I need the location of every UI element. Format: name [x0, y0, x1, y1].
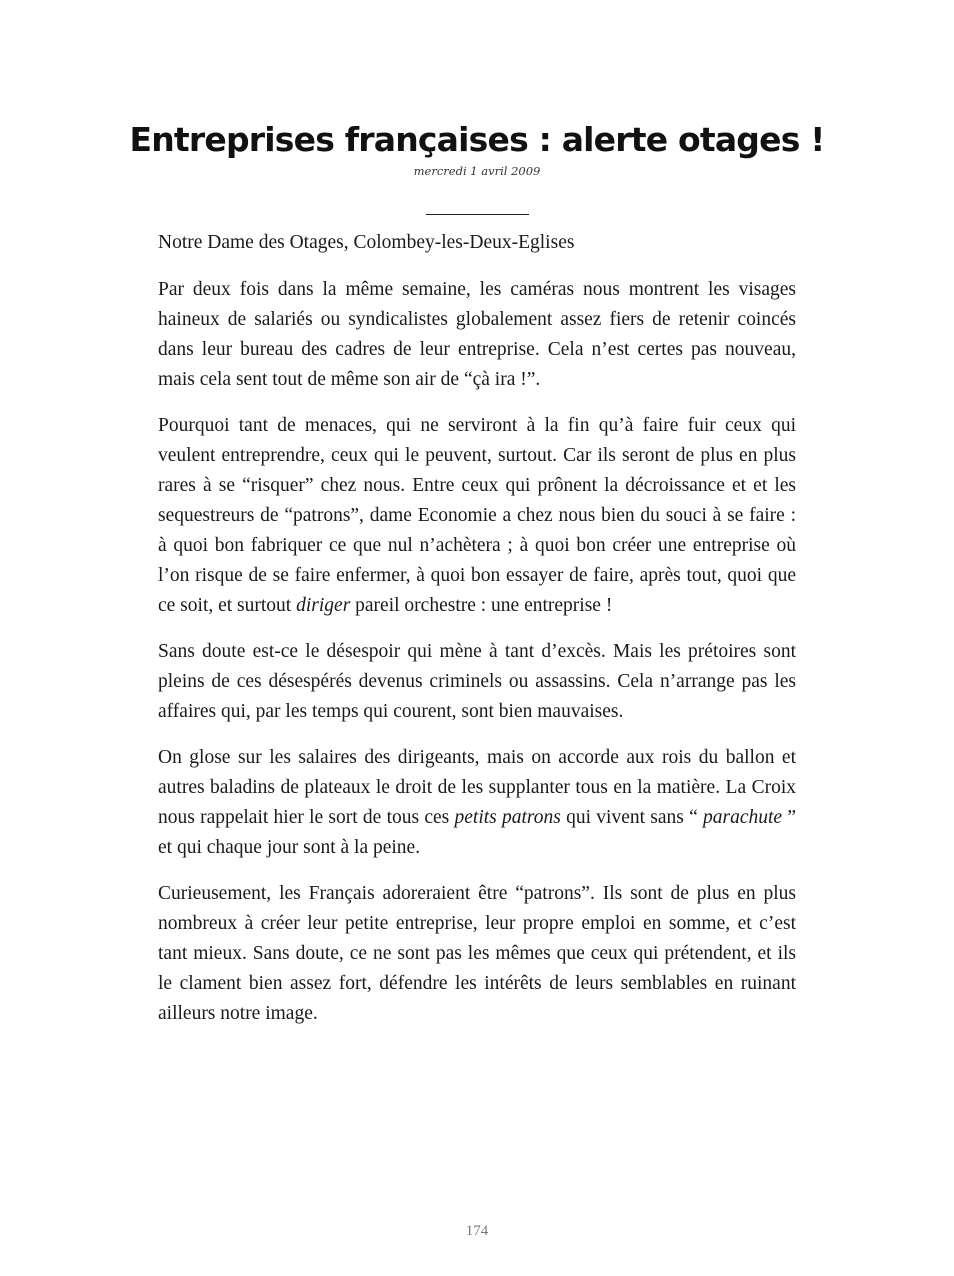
paragraph-4-emphasis-1: petits patrons — [454, 807, 561, 828]
paragraph-5: Curieusement, les Français adoreraient être “patrons”. Ils sont de plus en plus nombreux à créer leur petite entreprise, leur propre emploi en somme, et c’est tant mieux. Sans doute, ce ne sont pas les mêmes que ceux qui prétendent, et ils le clament bien assez fort, défendre les intérêts de leurs semblables en ruinant ailleurs notre image. — [158, 883, 796, 1024]
page-number: 174 — [465, 1223, 489, 1239]
article-date: mercredi 1 avril 2009 — [413, 164, 541, 178]
paragraph-2-text-start: Pourquoi tant de menaces, qui ne serviront à la fin qu’à faire fuir ceux qui veulent entreprendre, ceux qui le peuvent, surtout. Car ils seront de plus en plus rares à se “risquer” chez nous. Entre ceux qui prônent la décroissance et et les sequestreurs de “patrons”, dame Economie a chez nous bien du souci à se faire : à quoi bon fabriquer ce que nul n’achètera ; à quoi bon créer une entreprise où l’on risque de se faire enfermer, à quoi bon essayer de faire, après tout, quoi que ce soit, et surtout — [158, 415, 796, 616]
title-divider — [426, 214, 529, 215]
article-dedication: Notre Dame des Otages, Colombey-les-Deux-Eglises — [158, 232, 575, 253]
article-title: Entreprises françaises : alerte otages ! — [129, 120, 825, 159]
article-body — [158, 228, 796, 1045]
paragraph-2 — [158, 411, 796, 621]
paragraph-4-text-end: ” et qui chaque jour sont à la peine. — [158, 807, 796, 858]
paragraph-3: Sans doute est-ce le désespoir qui mène à tant d’excès. Mais les prétoires sont pleins de ces désespérés devenus criminels ou assassins. Cela n’arrange pas les affaires qui, par les temps qui courent, sont bien mauvaises. — [158, 641, 796, 722]
paragraph-4-emphasis-2: parachute — [703, 807, 783, 828]
paragraph-2-text-end: pareil orchestre : une entreprise ! — [350, 595, 613, 616]
paragraph-4-text-middle: qui vivent sans “ — [560, 807, 704, 828]
paragraph-2-emphasis: diriger — [296, 595, 351, 616]
paragraph-4 — [158, 743, 796, 863]
paragraph-1: Par deux fois dans la même semaine, les caméras nous montrent les visages haineux de salariés ou syndicalistes globalement assez fiers de retenir coincés dans leur bureau des cadres de leur entreprise. Cela n’est certes pas nouveau, mais cela sent tout de même son air de “çà ira !”. — [158, 279, 796, 390]
paragraph-4-text-start: On glose sur les salaires des dirigeants, mais on accorde aux rois du ballon et autres baladins de plateaux le droit de les supplanter tous en la matière. La Croix nous rappelait hier le sort de tous ces — [158, 747, 796, 828]
